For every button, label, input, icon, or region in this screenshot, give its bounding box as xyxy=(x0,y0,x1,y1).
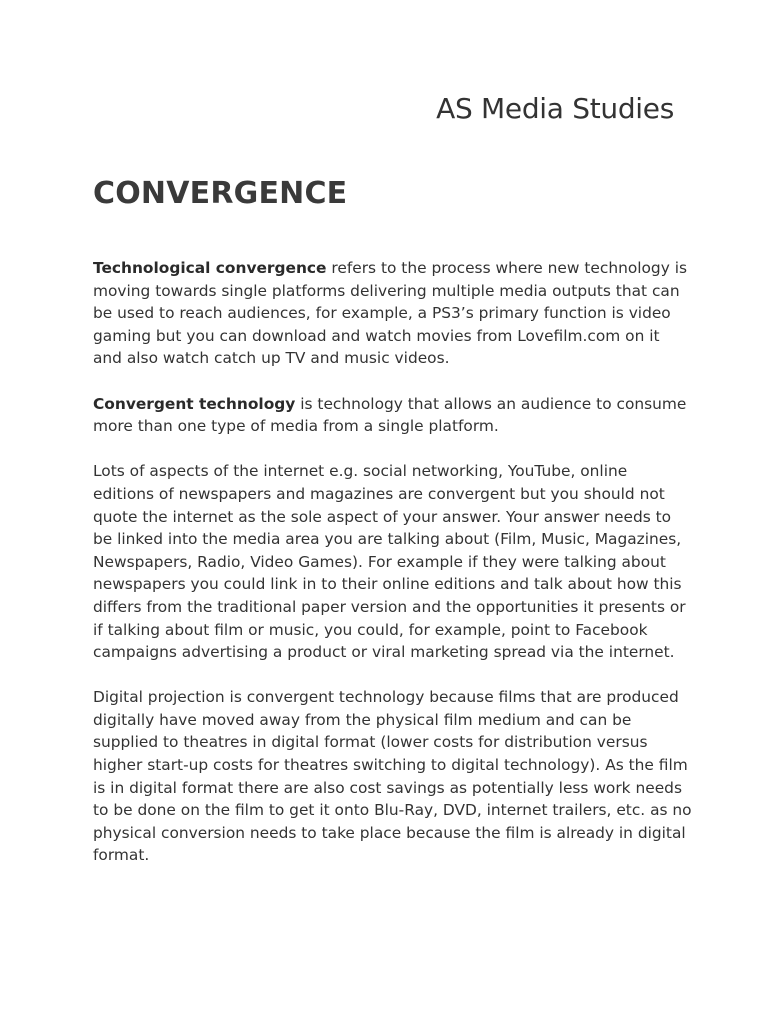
paragraph-text: Digital projection is convergent technology because films that are produced digitally have moved away from the physical film medium and can be supplied to theatres in digital format (lower costs for distribution versus higher start-up costs for theatres switching to digital technology). As the film is in digital format there are also cost savings as potentially less work needs to be done on the film to get it onto Blu-Ray, DVD, internet trailers, etc. as no physical conversion needs to take place because the film is already in digital format. xyxy=(93,688,692,865)
paragraph-internet-aspects xyxy=(93,460,693,663)
page-heading: CONVERGENCE xyxy=(93,176,348,211)
paragraph-digital-projection xyxy=(93,686,693,867)
paragraph-technological-convergence xyxy=(93,257,693,370)
paragraph-text: refers to the process where new technology is moving towards single platforms delivering multiple media outputs that can be used to reach audiences, for example, a PS3’s primary function is video gaming but you can download and watch movies from Lovefilm.com on it and also watch catch up TV and music videos. xyxy=(93,259,687,368)
term-technological-convergence: Technological convergence xyxy=(93,259,327,277)
paragraph-convergent-technology xyxy=(93,393,693,438)
body-text xyxy=(93,257,693,890)
paragraph-text: Lots of aspects of the internet e.g. social networking, YouTube, online editions of newspapers and magazines are convergent but you should not quote the internet as the sole aspect of your answer. Your answer needs to be linked into the media area you are talking about (Film, Music, Magazines, Newspapers, Radio, Video Games). For example if they were talking about newspapers you could link in to their online editions and talk about how this differs from the traditional paper version and the opportunities it presents or if talking about film or music, you could, for example, point to Facebook campaigns advertising a product or viral marketing spread via the internet. xyxy=(93,462,686,662)
subject-title: AS Media Studies xyxy=(436,92,674,125)
term-convergent-technology: Convergent technology xyxy=(93,394,296,413)
paragraph-text: is technology that allows an audience to consume more than one type of media from a single platform. xyxy=(93,394,687,436)
